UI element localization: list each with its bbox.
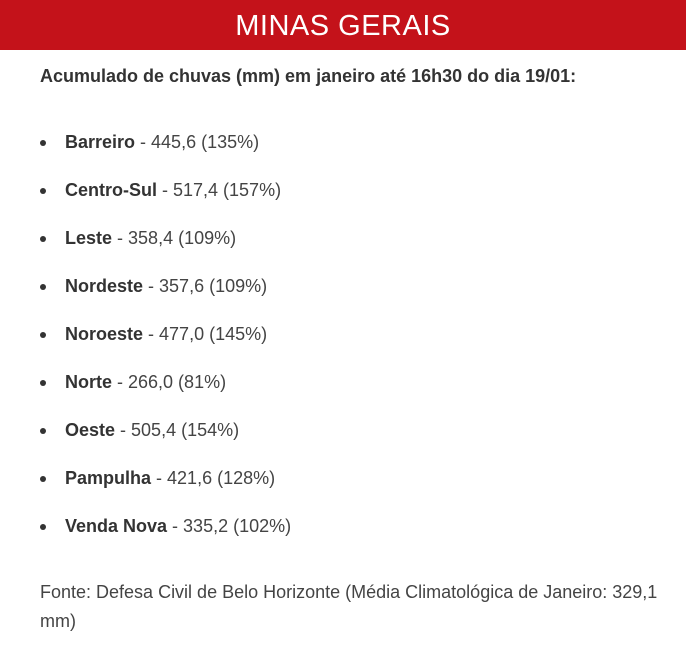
region-name: Venda Nova [65, 516, 168, 536]
separator: - [167, 516, 184, 536]
bullet-icon [40, 188, 46, 194]
separator: - [151, 468, 168, 488]
region-value: 357,6 (109%) [159, 276, 268, 296]
separator: - [112, 372, 129, 392]
list-item [0, 320, 291, 368]
region-value: 505,4 (154%) [131, 420, 240, 440]
separator: - [157, 180, 173, 200]
region-value: 335,2 (102%) [183, 516, 292, 536]
list-item [0, 224, 291, 272]
bullet-icon [40, 380, 46, 386]
list-item [0, 272, 291, 320]
bullet-icon [40, 236, 46, 242]
region-value: 477,0 (145%) [159, 324, 268, 344]
region-name: Noroeste [65, 324, 144, 344]
list-item [0, 368, 291, 416]
rainfall-list [0, 128, 291, 560]
separator: - [115, 420, 132, 440]
region-value: 517,4 (157%) [173, 180, 282, 200]
bullet-icon [40, 332, 46, 338]
region-name: Pampulha [65, 468, 152, 488]
list-item [0, 464, 291, 512]
source-note: Fonte: Defesa Civil de Belo Horizonte (Média Climatológica de Janeiro: 329,1 mm) [40, 582, 658, 631]
page-title: MINAS GERAIS [235, 9, 451, 42]
region-value: 358,4 (109%) [128, 228, 237, 248]
list-item [0, 512, 291, 560]
separator: - [112, 228, 129, 248]
separator: - [143, 276, 160, 296]
region-value: 421,6 (128%) [167, 468, 276, 488]
region-name: Oeste [65, 420, 116, 440]
separator: - [135, 132, 152, 152]
bullet-icon [40, 524, 46, 530]
region-value: 445,6 (135%) [151, 132, 260, 152]
bullet-icon [40, 476, 46, 482]
list-item [0, 128, 291, 176]
region-name: Nordeste [65, 276, 144, 296]
region-name: Norte [65, 372, 113, 392]
bullet-icon [40, 140, 46, 146]
region-value: 266,0 (81%) [128, 372, 227, 392]
bullet-icon [40, 428, 46, 434]
list-item [0, 176, 291, 224]
region-name: Barreiro [65, 132, 136, 152]
region-name: Centro-Sul [65, 180, 157, 200]
bullet-icon [40, 284, 46, 290]
list-item [0, 416, 291, 464]
separator: - [143, 324, 160, 344]
header-banner [0, 0, 686, 50]
region-name: Leste [65, 228, 113, 248]
intro-text: Acumulado de chuvas (mm) em janeiro até 16h30 do dia 19/01: [40, 66, 577, 86]
